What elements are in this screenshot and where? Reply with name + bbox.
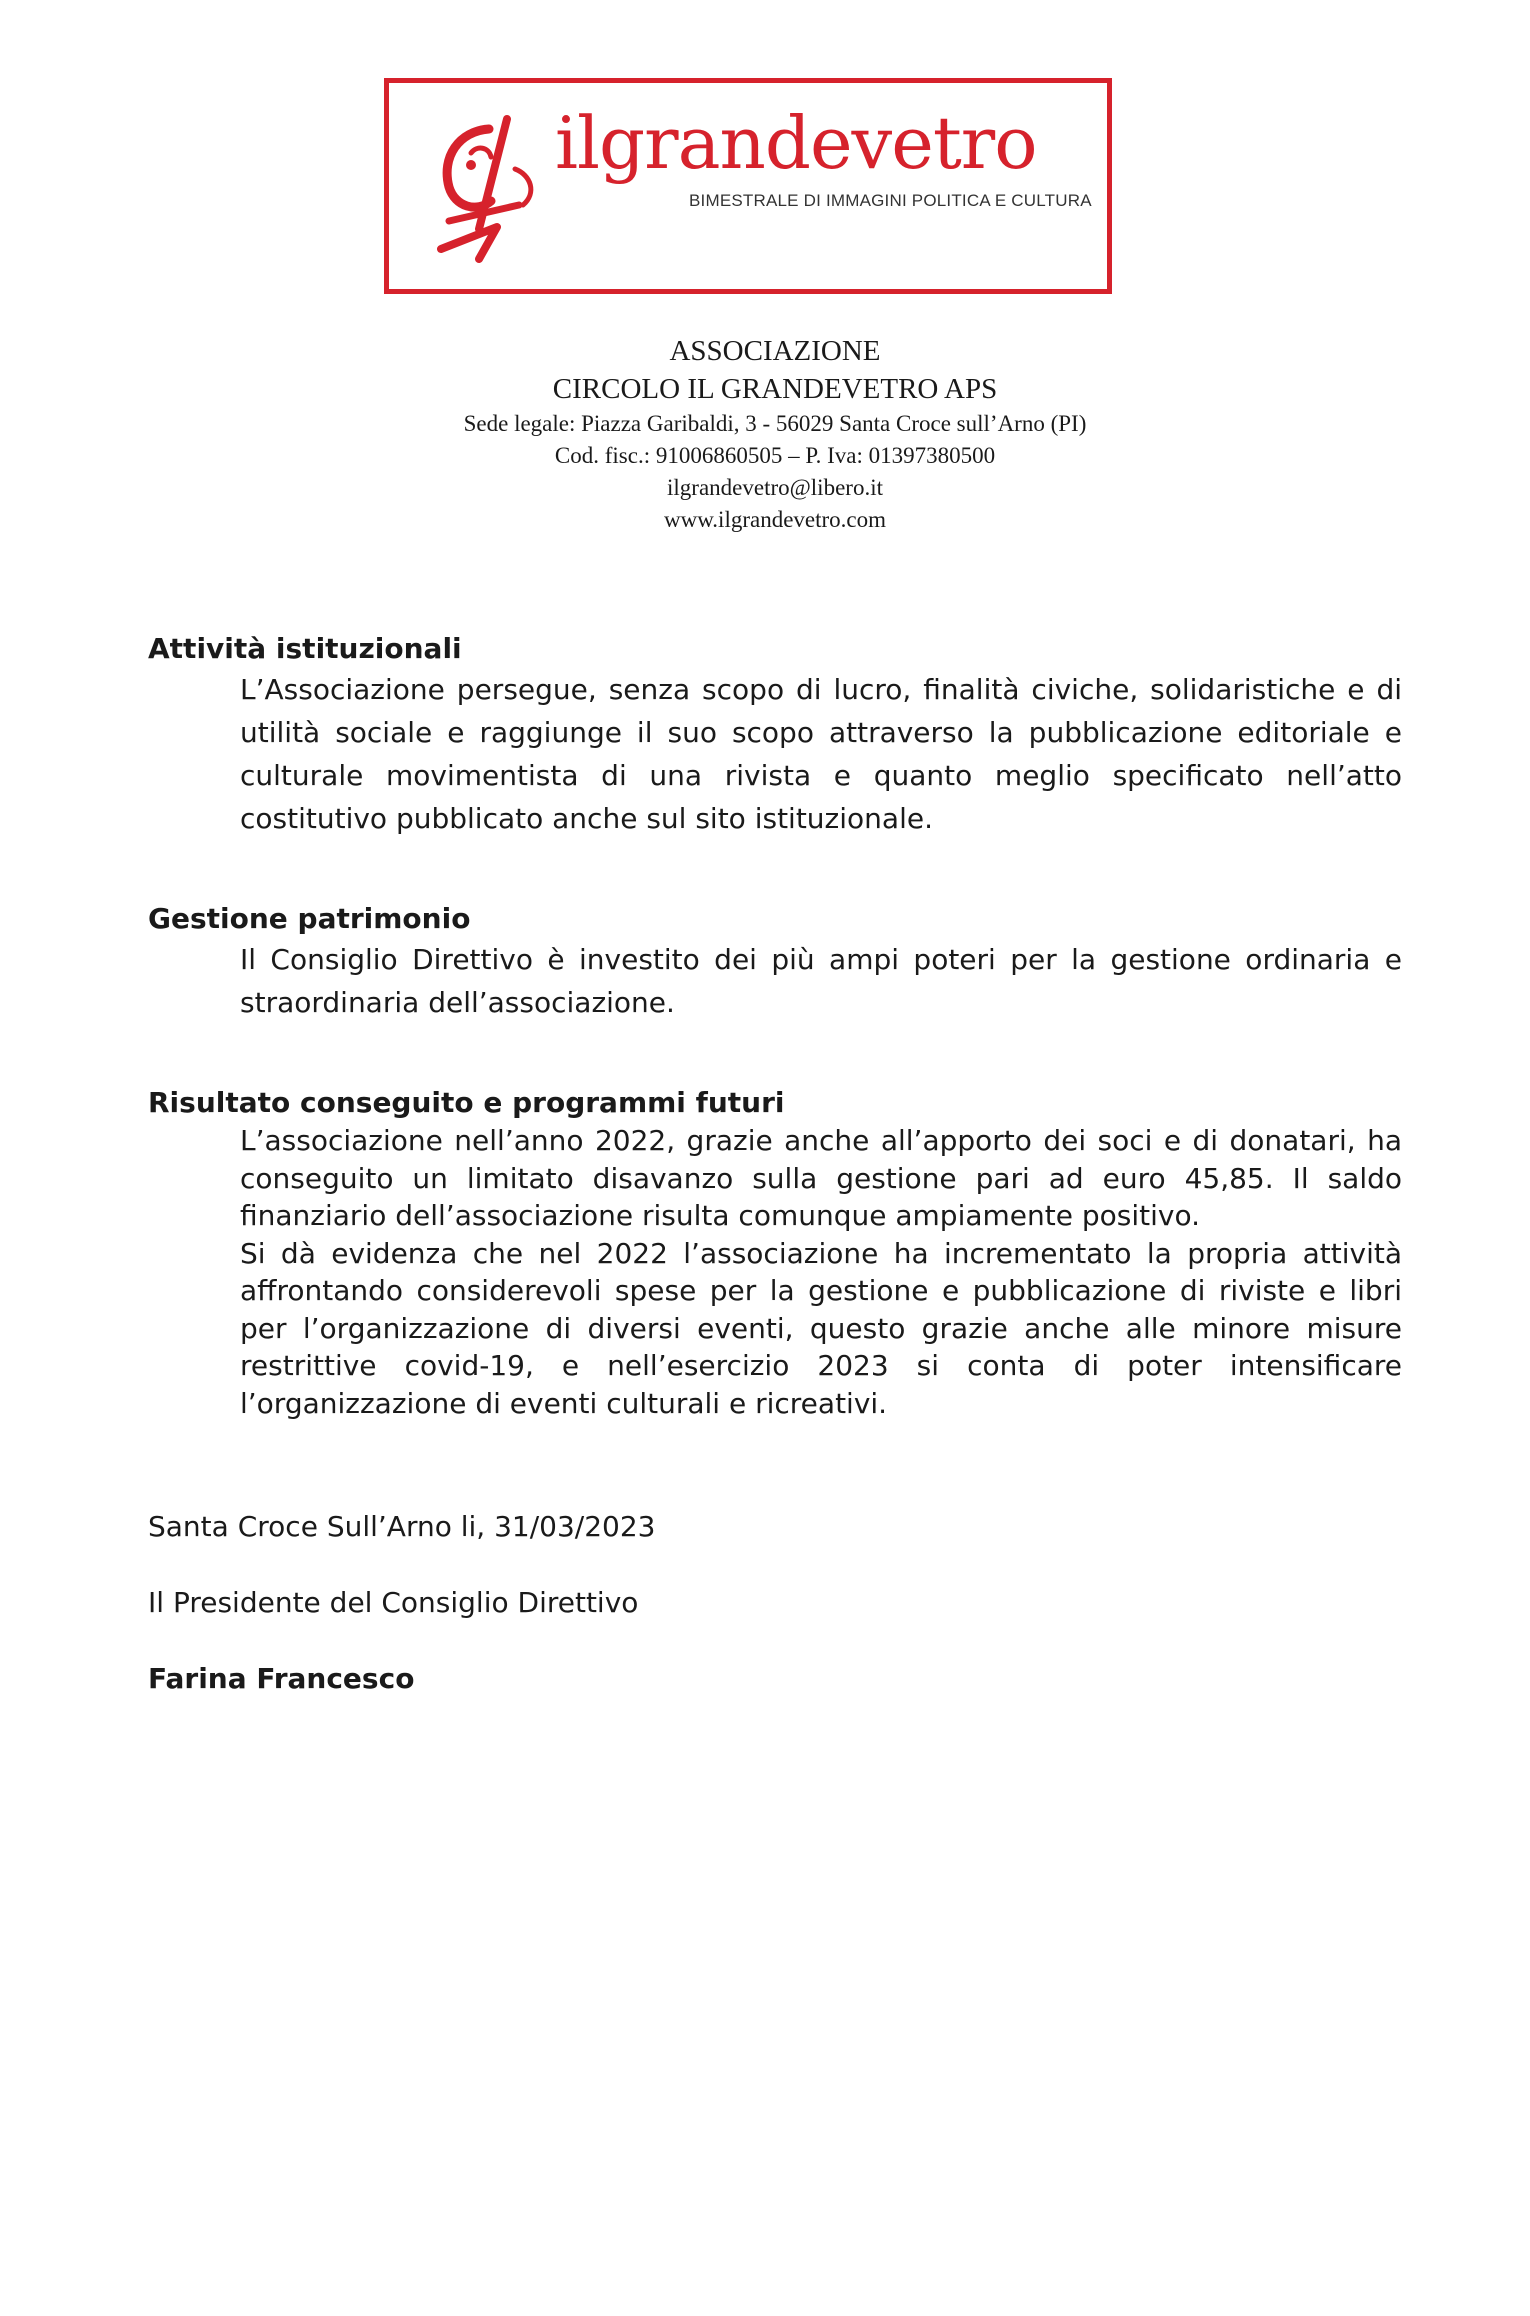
signature-block	[148, 1508, 656, 1698]
organization-header	[0, 332, 1530, 536]
section-body-gestione	[240, 938, 1402, 1024]
document-body	[148, 630, 1402, 1422]
signer-name: Farina Francesco	[148, 1662, 415, 1695]
paragraph: L’associazione nell’anno 2022, grazie anche all’apporto dei soci e di donatari, ha conseguito un limitato disavanzo sulla gestione pari ad euro 45,85. Il saldo finanziario dell’associazione risulta comunque ampiamente positivo.	[240, 1124, 1402, 1232]
place-date: Santa Croce Sull’Arno li, 31/03/2023	[148, 1510, 656, 1543]
org-address: Sede legale: Piazza Garibaldi, 3 - 56029 Santa Croce sull’Arno (PI)	[463, 411, 1087, 436]
logo-tagline: BIMESTRALE DI IMMAGINI POLITICA E CULTURA	[689, 191, 1092, 210]
org-tax-codes: Cod. fisc.: 91006860505 – P. Iva: 01397380500	[554, 443, 996, 468]
org-email: ilgrandevetro@libero.it	[667, 475, 883, 500]
masthead-logo	[384, 78, 1112, 294]
paragraph: Si dà evidenza che nel 2022 l’associazione ha incrementato la propria attività affrontando considerevoli spese per la gestione e pubblicazione di riviste e libri per l’organizzazione di diversi eventi, questo grazie anche alle minore misure restrittive covid-19, e nell’esercizio 2023 si conta di poter intensificare l’organizzazione di eventi culturali e ricreativi.	[240, 1236, 1402, 1420]
paragraph: Il Consiglio Direttivo è investito dei più ampi poteri per la gestione ordinaria e straordinaria dell’associazione.	[240, 943, 1402, 1019]
org-type: ASSOCIAZIONE	[669, 335, 881, 367]
section-body-risultato	[240, 1122, 1402, 1422]
org-website: www.ilgrandevetro.com	[663, 507, 887, 532]
logo-wordmark: ilgrandevetro	[555, 101, 1037, 185]
section-body-attivita	[240, 668, 1402, 840]
section-title-attivita: Attività istituzionali	[148, 632, 462, 665]
paragraph: L’Associazione persegue, senza scopo di lucro, finalità civiche, solidaristiche e di utilità sociale e raggiunge il suo scopo attraverso la pubblicazione editoriale e culturale movimentista di una rivista e quanto meglio specificato nell’atto costitutivo pubblicato anche sul sito istituzionale.	[240, 673, 1402, 835]
section-title-gestione: Gestione patrimonio	[148, 902, 471, 935]
org-name: CIRCOLO IL GRANDEVETRO APS	[552, 373, 998, 405]
stylized-figure-logo-icon	[419, 109, 549, 269]
signer-role: Il Presidente del Consiglio Direttivo	[148, 1586, 639, 1619]
section-title-risultato: Risultato conseguito e programmi futuri	[148, 1086, 785, 1119]
